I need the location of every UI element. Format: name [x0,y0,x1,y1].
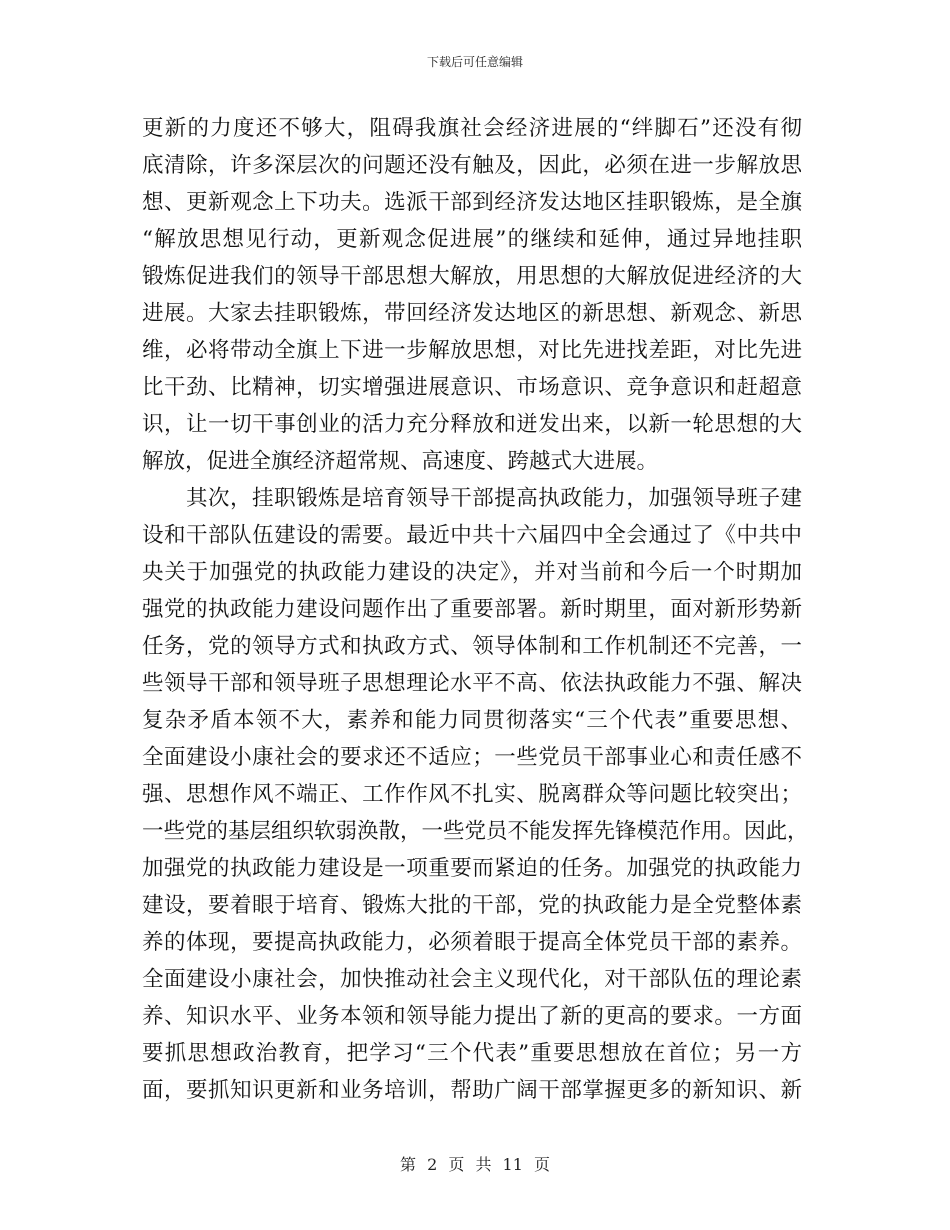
text-line: 央关于加强党的执政能力建设的决定》，并对当前和今后一个时期加 [142,560,802,585]
document-body [142,110,809,1109]
text-line: 复杂矛盾本领不大，素养和能力同贯彻落实“三个代表”重要思想、 [142,708,802,733]
text-line: 更新的力度还不够大，阻碍我旗社会经济进展的“绊脚石”还没有彻 [142,116,802,141]
paragraph-start-line: 其次，挂职锻炼是培育领导干部提高执政能力，加强领导班子建 [186,486,802,511]
text-line: 加强党的执政能力建设是一项重要而紧迫的任务。加强党的执政能力 [142,856,802,881]
text-line: 想、更新观念上下功夫。选派干部到经济发达地区挂职锻炼，是全旗 [142,190,802,215]
text-line: 设和干部队伍建设的需要。最近中共十六届四中全会通过了《中共中 [142,523,802,548]
text-line: 养的体现，要提高执政能力，必须着眼于提高全体党员干部的素养。 [142,930,802,955]
text-line: 比干劲、比精神，切实增强进展意识、市场意识、竞争意识和赶超意 [142,375,802,400]
text-line: 强、思想作风不端正、工作作风不扎实、脱离群众等问题比较突出； [142,782,802,807]
text-line: 维，必将带动全旗上下进一步解放思想，对比先进找差距，对比先进 [142,338,802,363]
text-line: 一些党的基层组织软弱涣散，一些党员不能发挥先锋模范作用。因此， [142,819,809,844]
text-line: “解放思想见行动，更新观念促进展”的继续和延伸，通过异地挂职 [142,227,802,252]
text-line: 养、知识水平、业务本领和领导能力提出了新的更高的要求。一方面 [142,1004,802,1029]
text-line: 底清除，许多深层次的问题还没有触及，因此，必须在进一步解放思 [142,153,802,178]
text-line: 面，要抓知识更新和业务培训，帮助广阔干部掌握更多的新知识、新 [142,1078,802,1103]
page-header: 下载后可任意编辑 [426,55,523,69]
text-line: 任务，党的领导方式和执政方式、领导体制和工作机制还不完善，一 [142,634,802,659]
text-line: 全面建设小康社会的要求还不适应；一些党员干部事业心和责任感不 [142,745,802,770]
paragraph-end-line: 解放，促进全旗经济超常规、高速度、跨越式大进展。 [142,449,659,474]
text-line: 锻炼促进我们的领导干部思想大解放，用思想的大解放促进经济的大 [142,264,802,289]
text-line: 识，让一切干事创业的活力充分释放和迸发出来，以新一轮思想的大 [142,412,802,437]
text-line: 强党的执政能力建设问题作出了重要部署。新时期里，面对新形势新 [142,597,802,622]
text-line: 全面建设小康社会，加快推动社会主义现代化，对干部队伍的理论素 [142,967,802,992]
text-line: 些领导干部和领导班子思想理论水平不高、依法执政能力不强、解决 [142,671,802,696]
text-line: 建设，要着眼于培育、锻炼大批的干部，党的执政能力是全党整体素 [142,893,802,918]
text-line: 进展。大家去挂职锻炼，带回经济发达地区的新思想、新观念、新思 [142,301,802,326]
page-number-footer: 第 2 页 共 11 页 [400,1155,550,1174]
text-line: 要抓思想政治教育，把学习“三个代表”重要思想放在首位；另一方 [142,1041,802,1066]
